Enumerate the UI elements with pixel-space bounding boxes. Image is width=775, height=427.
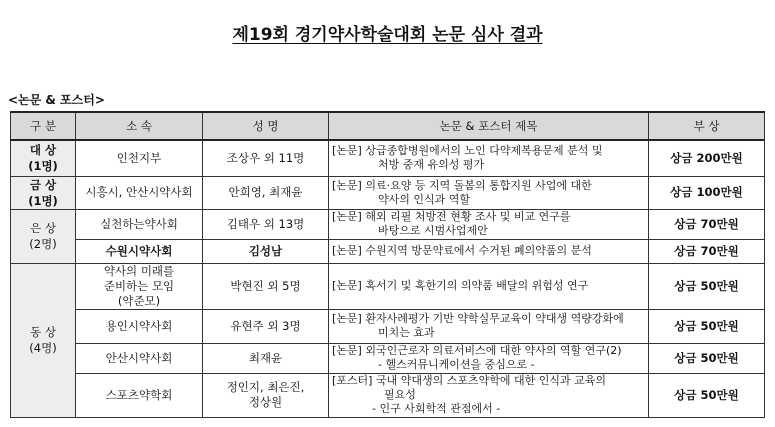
affiliation-cell: 인천지부 [76,140,203,176]
prize-cell: 상금 70만원 [649,239,765,263]
name-cell: 김성남 [203,239,329,263]
table-row [11,209,765,239]
header-division: 구 분 [11,112,76,140]
name-cell: 김태우 외 13명 [203,209,329,239]
paper-title-cell: [논문] 환자사례평가 기반 약학실무교육이 약대생 역량강화에 미치는 효과 [329,309,649,343]
table-row [11,239,765,263]
paper-title-cell: [논문] 의료·요양 등 지역 돌봄의 통합지원 사업에 대한 약사의 인식과 역할 [329,176,649,209]
division-silver-prize: 은 상 (2명) [11,209,76,263]
results-table [10,111,765,418]
name-cell: 유현주 외 3명 [203,309,329,343]
division-gold-prize: 금 상 (1명) [11,176,76,209]
table-row [11,140,765,176]
table-row [11,176,765,209]
table-header-row [11,112,765,140]
division-grand-prize: 대 상 (1명) [11,140,76,176]
affiliation-cell: 수원시약사회 [76,239,203,263]
paper-title-cell: [논문] 상급종합병원에서의 노인 다약제복용문제 분석 및 처방 중재 유의성 평가 [329,140,649,176]
paper-title-cell: [논문] 외국인근로자 의료서비스에 대한 약사의 역할 연구(2) - 헬스커뮤니케이션을 중심으로 - [329,343,649,373]
affiliation-cell: 약사의 미래를 준비하는 모임 (약준모) [76,263,203,309]
paper-title-cell: [포스터] 국내 약대생의 스포츠약학에 대한 인식과 교육의 필요성 - 인구 사회학적 관점에서 - [329,373,649,417]
prize-cell: 상금 50만원 [649,309,765,343]
header-affiliation: 소 속 [76,112,203,140]
page-title: 제19회 경기약사학술대회 논문 심사 결과 [232,25,543,45]
table-row [11,263,765,309]
table-row [11,343,765,373]
header-prize: 부 상 [649,112,765,140]
prize-cell: 상금 50만원 [649,263,765,309]
section-label: <논문 & 포스터> [8,93,105,107]
affiliation-cell: 용인시약사회 [76,309,203,343]
prize-cell: 상금 200만원 [649,140,765,176]
table-row [11,373,765,417]
affiliation-cell: 안산시약사회 [76,343,203,373]
affiliation-cell: 스포츠약학회 [76,373,203,417]
name-cell: 최재윤 [203,343,329,373]
affiliation-cell: 실천하는약사회 [76,209,203,239]
prize-cell: 상금 50만원 [649,343,765,373]
header-title: 논문 & 포스터 제목 [329,112,649,140]
name-cell: 안희영, 최재윤 [203,176,329,209]
name-cell: 조상우 외 11명 [203,140,329,176]
prize-cell: 상금 70만원 [649,209,765,239]
affiliation-cell: 시흥시, 안산시약사회 [76,176,203,209]
division-bronze-prize: 동 상 (4명) [11,263,76,417]
paper-title-cell: [논문] 혹서기 및 혹한기의 의약품 배달의 위험성 연구 [329,263,649,309]
prize-cell: 상금 100만원 [649,176,765,209]
table-row [11,309,765,343]
prize-cell: 상금 50만원 [649,373,765,417]
name-cell: 박현진 외 5명 [203,263,329,309]
name-cell: 정인지, 최은진, 정상원 [203,373,329,417]
paper-title-cell: [논문] 해외 리필 처방전 현황 조사 및 비교 연구를 바탕으로 시범사업제안 [329,209,649,239]
header-name: 성 명 [203,112,329,140]
paper-title-cell: [논문] 수원지역 방문약료에서 수거된 폐의약품의 분석 [329,239,649,263]
